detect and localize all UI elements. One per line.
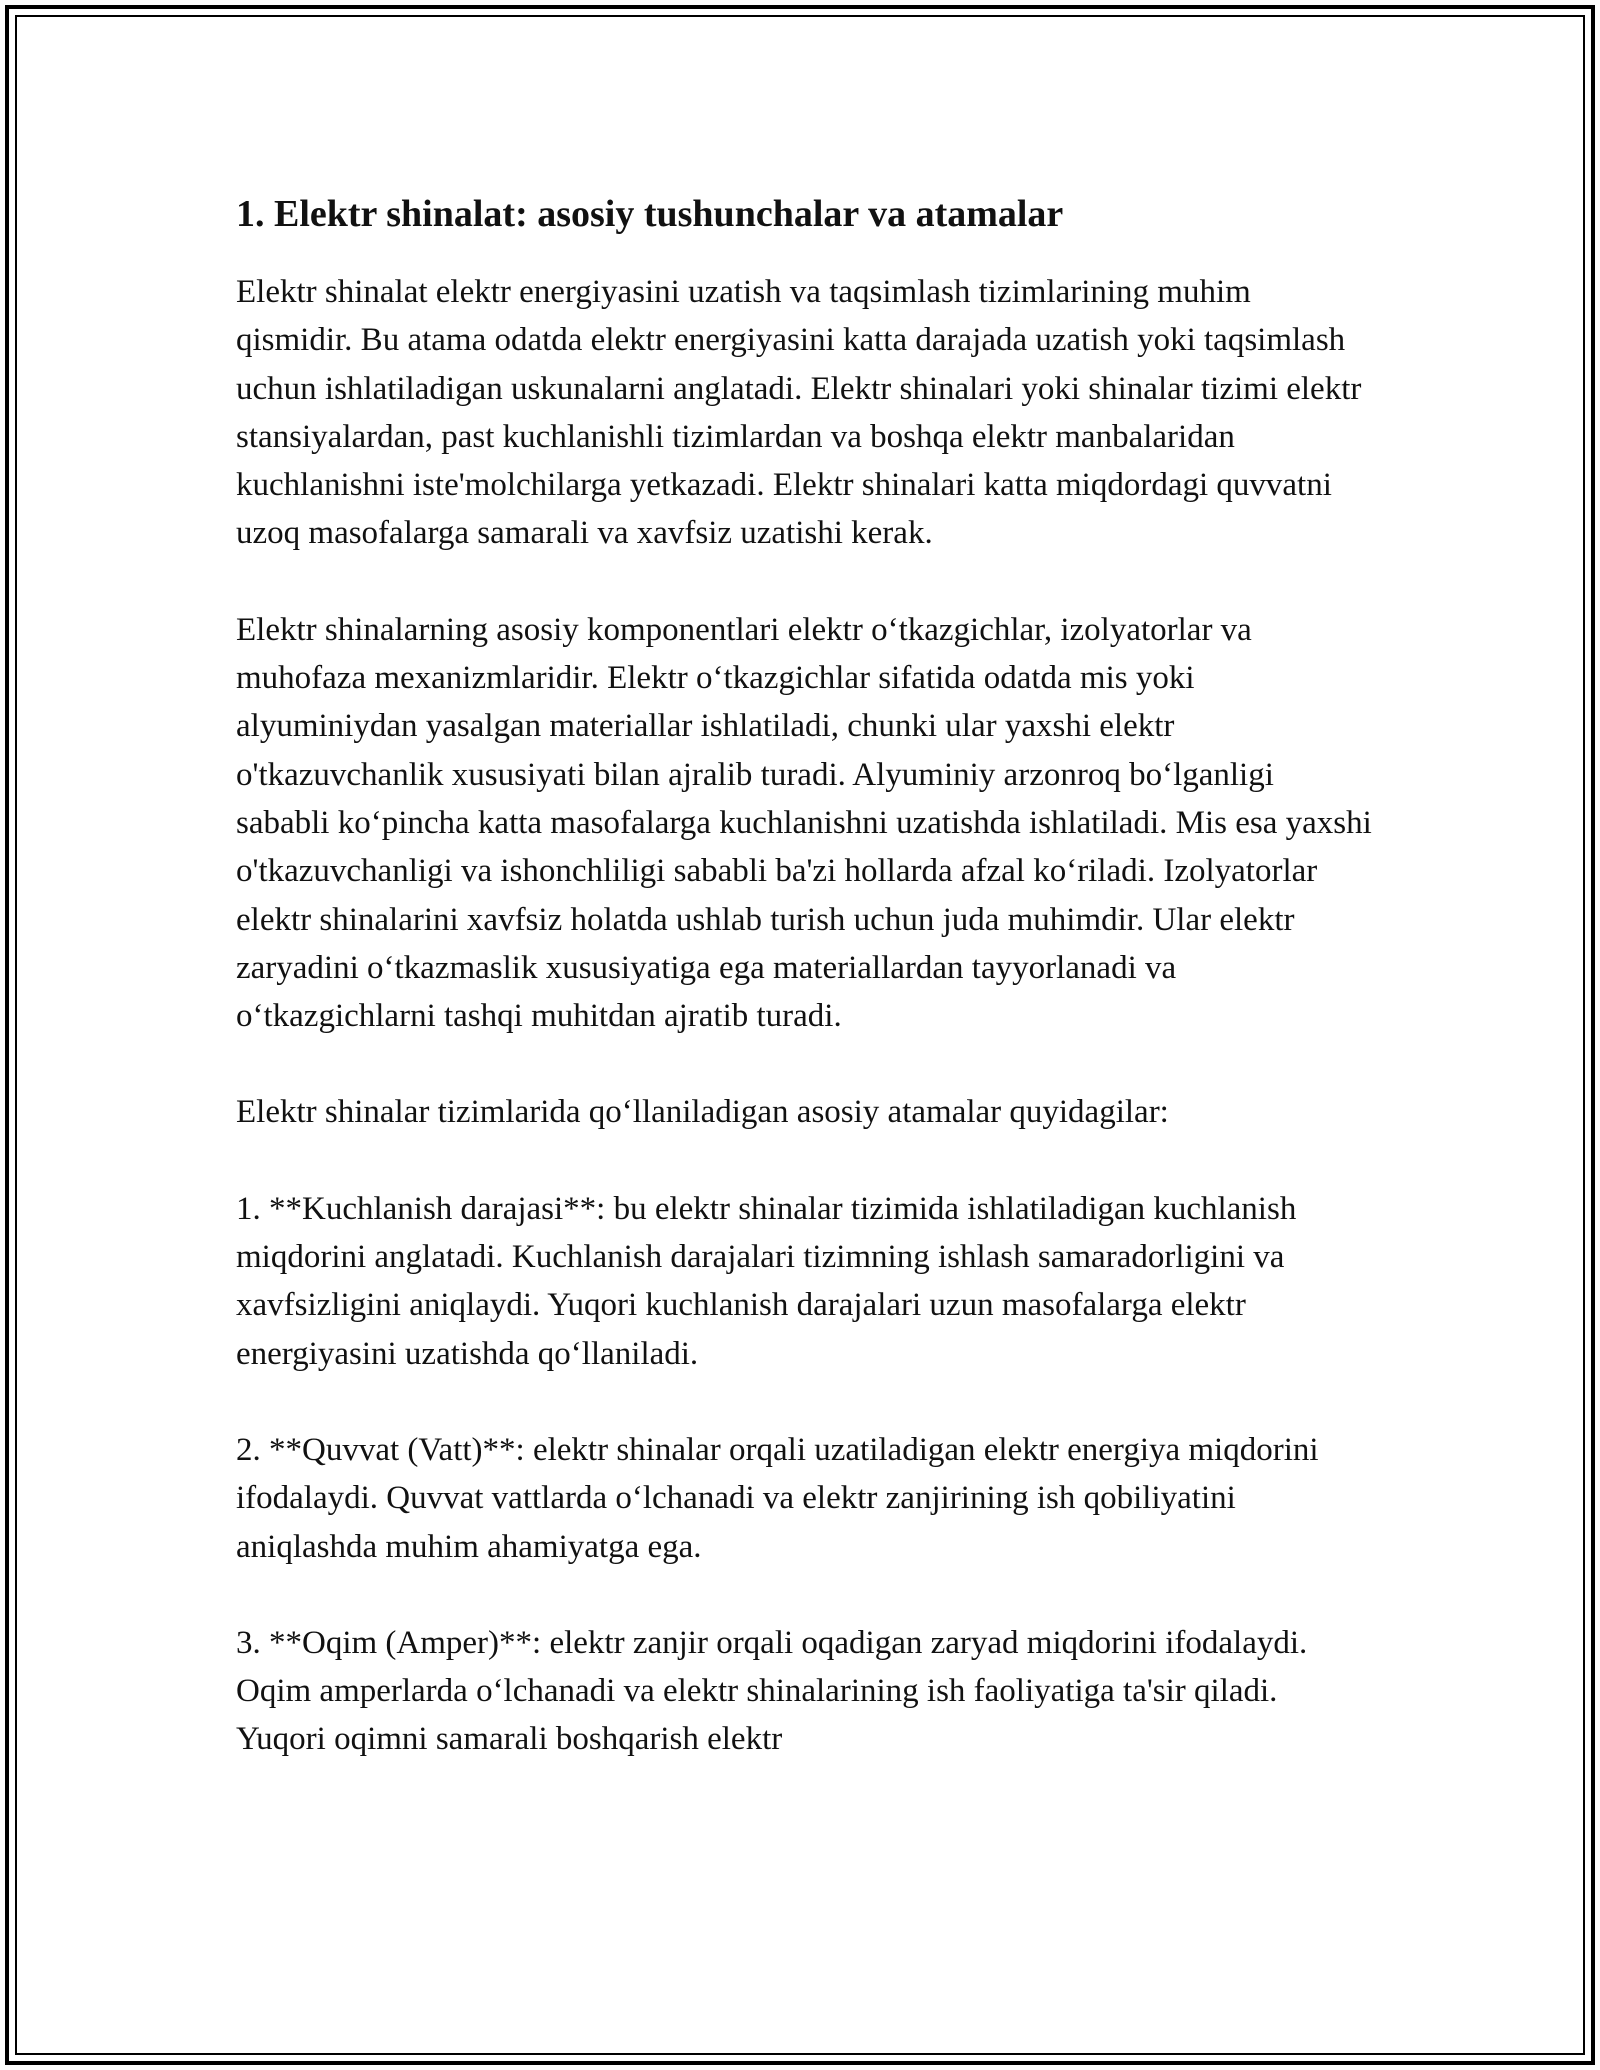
paragraph-intro: Elektr shinalat elektr energiyasini uzatish va taqsimlash tizimlarining muhim qismidir. Bu atama odatda elektr energiyasini katta darajada uzatish yoki taqsimlash uchun ishlatiladigan uskunalarni anglatadi. Elektr shinalari yoki shinalar tizimi elektr stansiyalardan, past kuchlanishli tizimlardan va boshqa elektr manbalaridan kuchlanishni iste'molchilarga yetkazadi. Elektr shinalari katta miqdordagi quvvatni uzoq masofalarga samarali va xavfsiz uzatishi kerak. bbox=[236, 274, 1362, 552]
paragraph-components: Elektr shinalarning asosiy komponentlari elektr o‘tkazgichlar, izolyatorlar va muhofaza mexanizmlaridir. Elektr o‘tkazgichlar sifatida odatda mis yoki alyuminiydan yasalgan materiallar ishlatiladi, chunki ular yaxshi elektr o'tkazuvchanlik xususiyati bilan ajralib turadi. Alyuminiy arzonroq bo‘lganligi sababli ko‘pincha katta masofalarga kuchlanishni uzatishda ishlatiladi. Mis esa yaxshi o'tkazuvchanligi va ishonchliligi sababli ba'zi hollarda afzal ko‘riladi. Izolyatorlar elektr shinalarini xavfsiz holatda ushlab turish uchun juda muhimdir. Ular elektr zaryadini o‘tkazmaslik xususiyatiga ega materiallardan tayyorlanadi va o‘tkazgichlarni tashqi muhitdan ajratib turadi. bbox=[236, 611, 1372, 1035]
paragraph-term-voltage: 1. **Kuchlanish darajasi**: bu elektr shinalar tizimida ishlatiladigan kuchlanish miqdorini anglatadi. Kuchlanish darajalari tizimning ishlash samaradorligini va xavfsizligini aniqlaydi. Yuqori kuchlanish darajalari uzun masofalarga elektr energiyasini uzatishda qo‘llaniladi. bbox=[236, 1190, 1297, 1372]
paragraph-term-current: 3. **Oqim (Amper)**: elektr zanjir orqali oqadigan zaryad miqdorini ifodalaydi. Oqim amperlarda o‘lchanadi va elektr shinalarining ish faoliyatiga ta'sir qiladi. Yuqori oqimni samarali boshqarish elektr bbox=[236, 1624, 1308, 1758]
paragraph-terms-intro: Elektr shinalar tizimlarida qo‘llaniladigan asosiy atamalar quyidagilar: bbox=[236, 1094, 1169, 1131]
paragraph-term-power: 2. **Quvvat (Vatt)**: elektr shinalar orqali uzatiladigan elektr energiya miqdorini ifodalaydi. Quvvat vattlarda o‘lchanadi va elektr zanjirining ish qobiliyatini aniqlashda muhim ahamiyatga ega. bbox=[236, 1431, 1319, 1565]
document-body bbox=[236, 186, 1374, 1764]
section-heading: 1. Elektr shinalat: asosiy tushunchalar va atamalar bbox=[236, 193, 1064, 235]
